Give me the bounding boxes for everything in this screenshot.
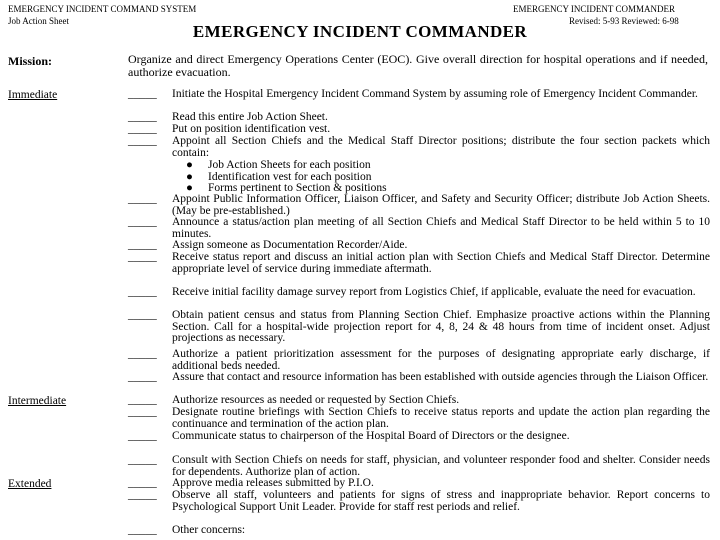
checkbox-blank[interactable]: _____ <box>128 371 157 383</box>
action-text: Authorize a patient prioritization assessment for the purposes of designating appropriate early discharge, if additional beds needed. <box>172 348 710 372</box>
bullet-icon: ● <box>186 171 193 183</box>
action-text: Observe all staff, volunteers and patients for signs of stress and inappropriate behavior. Report concerns to Psychological Support Unit Leader. Provide for staff rest periods and relief. <box>172 489 710 513</box>
packet-content-item: Forms pertinent to Section & positions <box>208 182 387 194</box>
action-text: Appoint Public Information Officer, Liaison Officer, and Safety and Security Officer; distribute Job Action Sheets. (May be pre-established.) <box>172 193 710 217</box>
checkbox-blank[interactable]: _____ <box>128 430 157 442</box>
action-text: Consult with Section Chiefs on needs for staff, physician, and volunteer responder food and shelter. Consider needs for dependents. Authorize plan of action. <box>172 454 710 478</box>
action-text: Read this entire Job Action Sheet. <box>172 111 328 123</box>
checkbox-blank[interactable]: _____ <box>128 251 157 263</box>
checkbox-blank[interactable]: _____ <box>128 524 157 536</box>
mission-label: Mission: <box>8 54 53 68</box>
bullet-icon: ● <box>186 159 193 171</box>
action-text: Announce a status/action plan meeting of all Section Chiefs and Medical Staff Director to be held within 5 to 10 minutes. <box>172 216 710 240</box>
header-org-right: EMERGENCY INCIDENT COMMANDER <box>513 4 675 14</box>
action-text: Other concerns: <box>172 524 246 536</box>
mission-text: Organize and direct Emergency Operations Center (EOC). Give overall direction for hospital operations and if needed, authorize evacuation. <box>128 52 708 79</box>
header-doc-type: Job Action Sheet <box>8 16 69 26</box>
checkbox-blank[interactable]: _____ <box>128 88 157 100</box>
checkbox-blank[interactable]: _____ <box>128 239 157 251</box>
checkbox-blank[interactable]: _____ <box>128 111 157 123</box>
packet-content-item: Identification vest for each position <box>208 171 372 183</box>
checkbox-blank[interactable]: _____ <box>128 489 157 501</box>
checkbox-blank[interactable]: _____ <box>128 477 157 489</box>
checkbox-blank[interactable]: _____ <box>128 454 157 466</box>
header-revision: Revised: 5-93 Reviewed: 6-98 <box>569 16 679 26</box>
section-intermediate: Intermediate <box>8 395 67 407</box>
action-text: Assign someone as Documentation Recorder/Aide. <box>172 239 408 251</box>
action-text: Put on position identification vest. <box>172 123 331 135</box>
checkbox-blank[interactable]: _____ <box>128 135 157 147</box>
action-text: Designate routine briefings with Section Chiefs to receive status reports and update the action plan regarding the continuance and termination of the action plan. <box>172 406 710 430</box>
action-text: Appoint all Section Chiefs and the Medical Staff Director positions; distribute the four section packets which contain: <box>172 135 710 159</box>
checkbox-blank[interactable]: _____ <box>128 394 157 406</box>
action-text: Receive initial facility damage survey report from Logistics Chief, if applicable, evaluate the need for evacuation. <box>172 286 696 298</box>
checkbox-blank[interactable]: _____ <box>128 286 157 298</box>
checkbox-blank[interactable]: _____ <box>128 193 157 205</box>
bullet-icon: ● <box>186 182 193 194</box>
checkbox-blank[interactable]: _____ <box>128 216 157 228</box>
action-text: Authorize resources as needed or requested by Section Chiefs. <box>172 394 460 406</box>
action-text: Communicate status to chairperson of the Hospital Board of Directors or the designee. <box>172 430 570 442</box>
action-text: Receive status report and discuss an initial action plan with Section Chiefs and Medical Staff Director. Determine appropriate level of service during immediate aftermath. <box>172 251 710 275</box>
checkbox-blank[interactable]: _____ <box>128 348 157 360</box>
page-title: EMERGENCY INCIDENT COMMANDER <box>192 22 528 41</box>
checkbox-blank[interactable]: _____ <box>128 123 157 135</box>
action-text: Approve media releases submitted by P.I.O. <box>172 477 374 489</box>
section-immediate: Immediate <box>8 89 58 101</box>
packet-content-item: Job Action Sheets for each position <box>208 159 371 171</box>
checkbox-blank[interactable]: _____ <box>128 406 157 418</box>
header-org-left: EMERGENCY INCIDENT COMMAND SYSTEM <box>8 4 197 14</box>
section-extended: Extended <box>8 478 52 490</box>
action-text: Initiate the Hospital Emergency Incident Command System by assuming role of Emergency Incident Commander. <box>172 88 698 100</box>
action-text: Obtain patient census and status from Planning Section Chief. Emphasize proactive actions within the Planning Section. Call for a hospital-wide projection report for 4, 8, 24 & 48 hours from time of incident onset. Adjust projections as necessary. <box>172 309 710 345</box>
action-text: Assure that contact and resource information has been established with outside agencies through the Liaison Officer. <box>172 371 709 383</box>
checkbox-blank[interactable]: _____ <box>128 309 157 321</box>
